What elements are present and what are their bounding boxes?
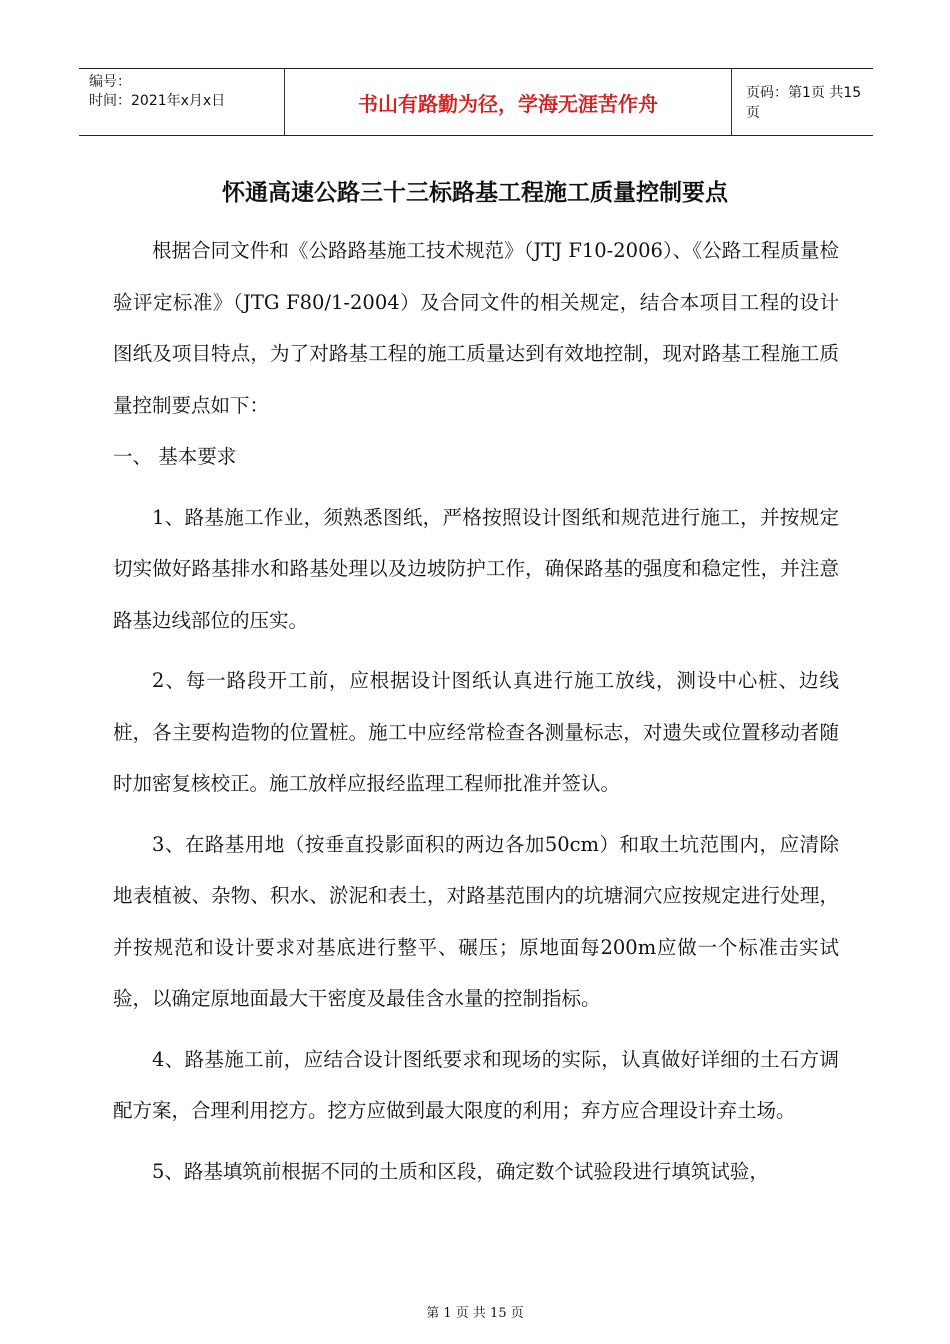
body-paragraph: 2、每一路段开工前，应根据设计图纸认真进行施工放线，测设中心桩、边线桩，各主要构造物的位置桩。施工中应经常检查各测量标志，对遗失或位置移动者随时加密复核校正。施工放样应报经监理工程师批准并签认。 <box>113 669 839 795</box>
section-heading: 一、 基本要求 <box>113 445 237 468</box>
document-body <box>113 225 839 1197</box>
header-motto: 书山有路勤为径，学海无涯苦作舟 <box>284 69 732 135</box>
page-footer: 第 1 页 共 15 页 <box>426 1306 524 1321</box>
body-paragraph: 3、在路基用地（按垂直投影面积的两边各加50cm）和取土坑范围内，应清除地表植被、杂物、积水、淤泥和表土，对路基范围内的坑塘洞穴应按规定进行处理，并按规范和设计要求对基底进行整平、碾压；原地面每200m应做一个标准击实试验，以确定原地面最大干密度及最佳含水量的控制指标。 <box>113 832 839 1010</box>
document-time: 时间：2021年x月x日 <box>89 93 226 109</box>
document-number-label: 编号： <box>89 74 131 90</box>
body-paragraph: 1、路基施工作业，须熟悉图纸，严格按照设计图纸和规范进行施工，并按规定切实做好路基排水和路基处理以及边坡防护工作，确保路基的强度和稳定性，并注意路基边线部位的压实。 <box>113 505 839 632</box>
header-page-info: 页码：第1页 共15页 <box>746 85 862 121</box>
body-paragraph: 4、路基施工前，应结合设计图纸要求和现场的实际，认真做好详细的土石方调配方案，合理利用挖方。挖方应做到最大限度的利用；弃方应合理设计弃土场。 <box>113 1047 839 1122</box>
intro-paragraph: 根据合同文件和《公路路基施工技术规范》（JTJ F10-2006）、《公路工程质量检验评定标准》（JTG F80/1-2004）及合同文件的相关规定，结合本项目工程的设计图纸及项目特点，为了对路基工程的施工质量达到有效地控制，现对路基工程施工质量控制要点如下： <box>113 239 839 417</box>
body-paragraph: 5、路基填筑前根据不同的土质和区段，确定数个试验段进行填筑试验， <box>152 1159 769 1183</box>
document-title: 怀通高速公路三十三标路基工程施工质量控制要点 <box>222 180 728 206</box>
header-meta <box>79 69 284 135</box>
page-header <box>79 68 873 136</box>
